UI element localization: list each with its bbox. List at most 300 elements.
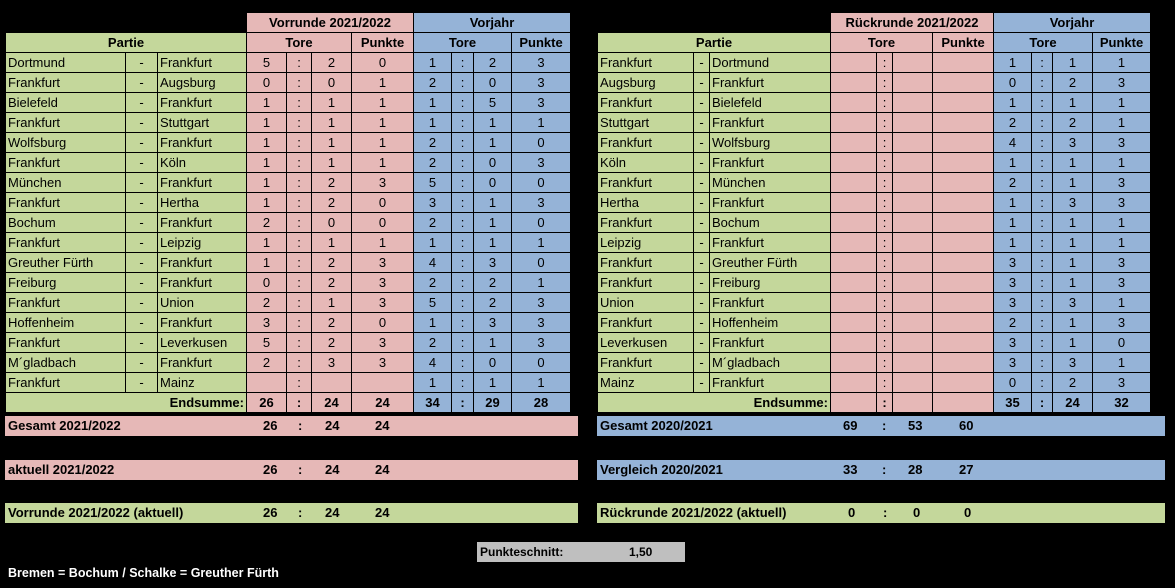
goals-home: 2 [247, 293, 287, 313]
partie-header: Partie [6, 33, 247, 53]
prev-goals-colon: : [1032, 253, 1053, 273]
prev-goals-away: 1 [1053, 53, 1093, 73]
goals-colon: : [287, 73, 312, 93]
prev-goals-away: 2 [1053, 373, 1093, 393]
goals-colon: : [287, 213, 312, 233]
points: 1 [352, 93, 414, 113]
goals-away: 2 [312, 313, 352, 333]
separator: - [126, 313, 158, 333]
separator: - [126, 153, 158, 173]
goals-away: 1 [312, 113, 352, 133]
separator: - [694, 333, 710, 353]
prev-goals-home: 1 [994, 213, 1032, 233]
prev-points: 3 [512, 93, 571, 113]
goals-colon: : [877, 193, 893, 213]
goals-home: 2 [247, 353, 287, 373]
band-label: Gesamt 2021/2022 [8, 418, 121, 433]
prev-goals-colon: : [452, 113, 474, 133]
goals-colon: : [877, 373, 893, 393]
separator: - [126, 273, 158, 293]
separator: - [126, 213, 158, 233]
points: 1 [352, 73, 414, 93]
points [933, 333, 994, 353]
table-row [598, 233, 1151, 253]
header-row-1 [6, 13, 571, 33]
goals-home [831, 213, 877, 233]
prev-points: 1 [1093, 53, 1151, 73]
points [933, 273, 994, 293]
goals-home: 1 [247, 93, 287, 113]
points [933, 233, 994, 253]
vergleich-2020-2021-band [597, 460, 1165, 480]
vorrunde-table [5, 12, 571, 413]
goals-colon: : [287, 93, 312, 113]
sum-prev-goals-away: 29 [474, 393, 512, 413]
sum-prev-goals-away: 24 [1053, 393, 1093, 413]
away-team: Frankfurt [158, 133, 247, 153]
prev-goals-colon: : [452, 273, 474, 293]
goals-home [831, 253, 877, 273]
home-team: Wolfsburg [6, 133, 126, 153]
sum-goals-away [893, 393, 933, 413]
goals-home: 1 [247, 113, 287, 133]
goals-home [831, 293, 877, 313]
goals-colon: : [877, 253, 893, 273]
goals-colon: : [877, 313, 893, 333]
separator: - [126, 293, 158, 313]
prev-points: 3 [512, 293, 571, 313]
prev-points: 3 [1093, 253, 1151, 273]
table-row [6, 273, 571, 293]
goals-home: 1 [247, 153, 287, 173]
goals-away: 2 [312, 253, 352, 273]
points: 1 [352, 133, 414, 153]
tore-header: Tore [831, 33, 933, 53]
punkteschnitt-box [477, 542, 685, 562]
away-team: Greuther Fürth [710, 253, 831, 273]
table-row [6, 193, 571, 213]
goals-home: 3 [247, 313, 287, 333]
band-goals-for: 26 [263, 462, 278, 477]
points: 1 [352, 153, 414, 173]
separator: - [694, 213, 710, 233]
away-team: Frankfurt [158, 253, 247, 273]
points: 3 [352, 333, 414, 353]
prev-goals-home: 1 [414, 53, 452, 73]
table-row [598, 273, 1151, 293]
separator: - [126, 233, 158, 253]
prev-goals-colon: : [452, 333, 474, 353]
band-goals-against: 24 [325, 462, 340, 477]
home-team: Hoffenheim [6, 313, 126, 333]
points: 1 [352, 113, 414, 133]
away-team: Hoffenheim [710, 313, 831, 333]
prev-goals-away: 1 [1053, 253, 1093, 273]
band-goals-for: 26 [263, 505, 278, 520]
tore-previous-header: Tore [994, 33, 1093, 53]
table-row [598, 213, 1151, 233]
table-row [6, 373, 571, 393]
sum-prev-points: 28 [512, 393, 571, 413]
average-value: 1,50 [629, 545, 653, 559]
separator: - [694, 53, 710, 73]
prev-goals-away: 2 [1053, 113, 1093, 133]
away-team: Frankfurt [710, 193, 831, 213]
band-label: Gesamt 2020/2021 [600, 418, 713, 433]
header-row-2 [598, 33, 1151, 53]
away-team: Frankfurt [158, 273, 247, 293]
band-label: Vergleich 2020/2021 [600, 462, 723, 477]
goals-colon: : [877, 233, 893, 253]
away-team: Frankfurt [710, 233, 831, 253]
away-team: Köln [158, 153, 247, 173]
goals-home: 2 [247, 213, 287, 233]
goals-colon: : [287, 333, 312, 353]
goals-home: 1 [247, 233, 287, 253]
points [933, 313, 994, 333]
band-goals-for: 33 [843, 462, 858, 477]
away-team: Frankfurt [158, 53, 247, 73]
prev-goals-away: 3 [1053, 193, 1093, 213]
goals-away [893, 113, 933, 133]
points [933, 113, 994, 133]
prev-goals-home: 3 [994, 273, 1032, 293]
points [933, 53, 994, 73]
home-team: Köln [598, 153, 694, 173]
prev-goals-away: 3 [474, 313, 512, 333]
prev-goals-away: 3 [1053, 293, 1093, 313]
prev-goals-home: 1 [414, 313, 452, 333]
prev-goals-home: 3 [994, 353, 1032, 373]
prev-points: 1 [1093, 353, 1151, 373]
prev-points: 3 [1093, 313, 1151, 333]
band-colon: : [882, 418, 887, 433]
goals-home [831, 193, 877, 213]
previous-year-header: Vorjahr [994, 13, 1151, 33]
prev-goals-colon: : [1032, 273, 1053, 293]
away-team: Frankfurt [158, 173, 247, 193]
goals-colon: : [877, 73, 893, 93]
separator: - [126, 113, 158, 133]
separator: - [694, 113, 710, 133]
table-row [598, 293, 1151, 313]
goals-colon: : [287, 193, 312, 213]
prev-goals-away: 1 [474, 193, 512, 213]
goals-away: 0 [312, 73, 352, 93]
prev-goals-colon: : [1032, 193, 1053, 213]
separator: - [694, 153, 710, 173]
away-team: Frankfurt [158, 353, 247, 373]
home-team: Leipzig [598, 233, 694, 253]
away-team: München [710, 173, 831, 193]
away-team: Leverkusen [158, 333, 247, 353]
band-points: 24 [375, 462, 390, 477]
separator: - [126, 173, 158, 193]
table-row [598, 193, 1151, 213]
goals-home [831, 313, 877, 333]
sum-label: Endsumme: [6, 393, 247, 413]
prev-goals-away: 1 [474, 213, 512, 233]
home-team: Stuttgart [598, 113, 694, 133]
away-team: Freiburg [710, 273, 831, 293]
table-row [598, 333, 1151, 353]
prev-goals-home: 4 [414, 353, 452, 373]
separator: - [126, 93, 158, 113]
prev-goals-colon: : [1032, 213, 1053, 233]
band-colon: : [883, 505, 888, 520]
home-team: M´gladbach [6, 353, 126, 373]
goals-home [831, 153, 877, 173]
prev-points: 1 [1093, 233, 1151, 253]
goals-away [893, 133, 933, 153]
prev-goals-away: 1 [1053, 173, 1093, 193]
sum-points: 24 [352, 393, 414, 413]
prev-goals-colon: : [1032, 293, 1053, 313]
sum-goals-away: 24 [312, 393, 352, 413]
punkte-header: Punkte [933, 33, 994, 53]
table-row [6, 113, 571, 133]
prev-goals-home: 2 [414, 133, 452, 153]
goals-away [893, 373, 933, 393]
sum-row [6, 393, 571, 413]
prev-goals-away: 1 [474, 133, 512, 153]
points: 0 [352, 213, 414, 233]
prev-goals-away: 1 [474, 113, 512, 133]
away-team: Mainz [158, 373, 247, 393]
goals-away: 2 [312, 333, 352, 353]
table-row [598, 113, 1151, 133]
prev-goals-home: 2 [414, 73, 452, 93]
away-team: Frankfurt [710, 373, 831, 393]
table-row [6, 293, 571, 313]
prev-goals-away: 1 [1053, 233, 1093, 253]
goals-colon: : [287, 133, 312, 153]
prev-goals-colon: : [452, 193, 474, 213]
prev-goals-home: 5 [414, 293, 452, 313]
goals-colon: : [877, 213, 893, 233]
home-team: Frankfurt [598, 213, 694, 233]
rueckrunde-table [597, 12, 1151, 413]
sum-colon: : [877, 393, 893, 413]
away-team: Frankfurt [710, 333, 831, 353]
prev-points: 1 [512, 113, 571, 133]
home-team: Frankfurt [6, 153, 126, 173]
home-team: Union [598, 293, 694, 313]
home-team: Frankfurt [598, 273, 694, 293]
points: 1 [352, 233, 414, 253]
average-label: Punkteschnitt: [480, 545, 564, 559]
goals-colon: : [287, 273, 312, 293]
points: 3 [352, 173, 414, 193]
punkte-header: Punkte [352, 33, 414, 53]
goals-away [893, 253, 933, 273]
table-row [6, 53, 571, 73]
prev-goals-away: 1 [1053, 93, 1093, 113]
goals-colon: : [877, 353, 893, 373]
goals-away [893, 153, 933, 173]
prev-goals-home: 2 [994, 173, 1032, 193]
vorrunde-aktuell-band [5, 503, 578, 523]
goals-colon: : [287, 313, 312, 333]
separator: - [126, 73, 158, 93]
table-row [6, 173, 571, 193]
separator: - [694, 133, 710, 153]
table-row [598, 373, 1151, 393]
points [933, 193, 994, 213]
gesamt-2021-2022-band [5, 416, 578, 436]
prev-goals-away: 3 [1053, 133, 1093, 153]
band-points: 0 [964, 505, 972, 520]
sum-row [598, 393, 1151, 413]
goals-home: 1 [247, 133, 287, 153]
separator: - [694, 173, 710, 193]
prev-goals-home: 5 [414, 173, 452, 193]
separator: - [126, 333, 158, 353]
points [933, 133, 994, 153]
goals-away: 0 [312, 213, 352, 233]
prev-goals-colon: : [1032, 53, 1053, 73]
goals-home [831, 93, 877, 113]
prev-goals-away: 1 [474, 373, 512, 393]
prev-goals-home: 2 [414, 273, 452, 293]
away-team: Frankfurt [158, 213, 247, 233]
sum-prev-points: 32 [1093, 393, 1151, 413]
punkte-previous-header: Punkte [1093, 33, 1151, 53]
points [933, 373, 994, 393]
away-team: Leipzig [158, 233, 247, 253]
goals-home [831, 113, 877, 133]
rueckrunde-aktuell-band [597, 503, 1165, 523]
home-team: Frankfurt [598, 173, 694, 193]
prev-points: 1 [512, 373, 571, 393]
separator: - [694, 193, 710, 213]
prev-points: 3 [1093, 133, 1151, 153]
away-team: Augsburg [158, 73, 247, 93]
prev-goals-home: 4 [414, 253, 452, 273]
goals-away [893, 173, 933, 193]
band-goals-against: 24 [325, 418, 340, 433]
prev-goals-away: 0 [474, 153, 512, 173]
band-points: 60 [959, 418, 974, 433]
sum-prev-colon: : [452, 393, 474, 413]
goals-away [893, 53, 933, 73]
prev-goals-colon: : [1032, 353, 1053, 373]
sum-prev-colon: : [1032, 393, 1053, 413]
home-team: Frankfurt [598, 313, 694, 333]
table-row [6, 93, 571, 113]
home-team: Frankfurt [598, 353, 694, 373]
prev-goals-home: 3 [994, 333, 1032, 353]
sum-prev-goals-home: 35 [994, 393, 1032, 413]
table-row [598, 253, 1151, 273]
goals-away [893, 333, 933, 353]
prev-goals-colon: : [452, 253, 474, 273]
prev-goals-colon: : [452, 213, 474, 233]
goals-away: 2 [312, 53, 352, 73]
prev-goals-away: 0 [474, 73, 512, 93]
table-row [6, 333, 571, 353]
goals-away [893, 213, 933, 233]
sum-prev-goals-home: 34 [414, 393, 452, 413]
prev-goals-away: 2 [1053, 73, 1093, 93]
prev-points: 3 [1093, 173, 1151, 193]
goals-colon: : [287, 373, 312, 393]
home-team: Frankfurt [6, 233, 126, 253]
prev-points: 1 [1093, 93, 1151, 113]
goals-colon: : [877, 293, 893, 313]
prev-points: 3 [512, 53, 571, 73]
prev-goals-away: 3 [474, 253, 512, 273]
table-row [6, 313, 571, 333]
goals-home [831, 353, 877, 373]
table-row [598, 313, 1151, 333]
band-goals-against: 53 [908, 418, 923, 433]
goals-home: 1 [247, 173, 287, 193]
points [352, 373, 414, 393]
prev-points: 1 [1093, 113, 1151, 133]
goals-home [831, 53, 877, 73]
prev-goals-colon: : [452, 53, 474, 73]
prev-goals-home: 1 [994, 233, 1032, 253]
home-team: Frankfurt [6, 113, 126, 133]
prev-goals-home: 1 [994, 193, 1032, 213]
prev-goals-home: 1 [994, 93, 1032, 113]
prev-goals-away: 1 [1053, 333, 1093, 353]
goals-away [312, 373, 352, 393]
away-team: Hertha [158, 193, 247, 213]
away-team: Bochum [710, 213, 831, 233]
prev-goals-colon: : [1032, 93, 1053, 113]
prev-goals-home: 2 [994, 313, 1032, 333]
goals-home: 5 [247, 333, 287, 353]
points: 0 [352, 53, 414, 73]
points [933, 353, 994, 373]
table-row [598, 73, 1151, 93]
table-row [6, 353, 571, 373]
home-team: Bielefeld [6, 93, 126, 113]
prev-points: 1 [1093, 213, 1151, 233]
points [933, 73, 994, 93]
sum-label: Endsumme: [598, 393, 831, 413]
goals-home: 1 [247, 253, 287, 273]
away-team: Frankfurt [710, 73, 831, 93]
goals-home [247, 373, 287, 393]
goals-colon: : [287, 353, 312, 373]
band-label: Rückrunde 2021/2022 (aktuell) [600, 505, 787, 520]
prev-goals-away: 1 [474, 233, 512, 253]
home-team: Hertha [598, 193, 694, 213]
prev-goals-away: 1 [1053, 153, 1093, 173]
away-team: Dortmund [710, 53, 831, 73]
goals-home [831, 133, 877, 153]
tore-previous-header: Tore [414, 33, 512, 53]
band-colon: : [298, 505, 303, 520]
goals-away: 1 [312, 153, 352, 173]
points [933, 173, 994, 193]
prev-goals-home: 3 [994, 293, 1032, 313]
goals-home [831, 273, 877, 293]
prev-points: 3 [512, 193, 571, 213]
goals-away: 2 [312, 193, 352, 213]
prev-goals-colon: : [452, 133, 474, 153]
prev-goals-home: 1 [994, 53, 1032, 73]
band-goals-against: 0 [913, 505, 921, 520]
prev-points: 3 [1093, 73, 1151, 93]
tore-header: Tore [247, 33, 352, 53]
prev-goals-colon: : [1032, 133, 1053, 153]
prev-goals-colon: : [1032, 233, 1053, 253]
goals-colon: : [877, 113, 893, 133]
